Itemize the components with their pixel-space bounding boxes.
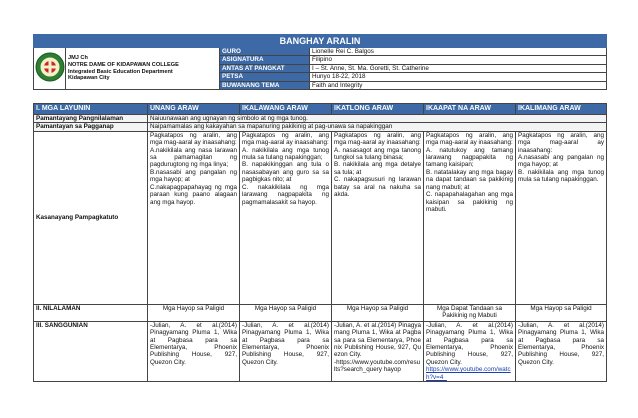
lesson-plan-page: [33, 34, 607, 382]
field-value-petsa: Hunyo 18-22, 2018: [310, 73, 607, 81]
nilalaman-day-5: Mga Hayop sa Paligid: [516, 304, 607, 321]
row-value-pangnilalaman: Naiuunawaan ang ugnayan ng simbolo at ng mga tunog.: [148, 115, 607, 123]
field-label-petsa: PETSA: [220, 73, 310, 81]
col-header-day-1: UNANG ARAW: [148, 104, 240, 115]
col-header-day-2: IKALAWANG ARAW: [240, 104, 332, 115]
school-line-3: Integrated Basic Education Department: [68, 68, 173, 75]
nilalaman-day-3: Mga Hayop sa Paligid: [332, 304, 424, 321]
nilalaman-day-2: Mga Hayop sa Paligid: [240, 304, 332, 321]
school-line-2: NOTRE DAME OF KIDAPAWAN COLLEGE: [68, 61, 179, 68]
field-label-guro: GURO: [220, 48, 310, 56]
row-label-sanggunian: III. SANGGUNIAN: [34, 321, 148, 381]
school-line-4: Kidapawan City: [68, 75, 110, 82]
col-header-day-3: IKATLONG ARAW: [332, 104, 424, 115]
sanggunian-day-4-cell: [424, 321, 516, 381]
field-value-asignatura: Filipino: [310, 56, 607, 64]
field-value-antas: I – St. Anne, St. Ma. Goretti, St. Catherine: [310, 64, 607, 72]
field-label-asignatura: ASIGNATURA: [220, 56, 310, 64]
col-header-day-5: IKALIMANG ARAW: [516, 104, 607, 115]
kasanayang-day-3: Pagkatapos ng aralin, ang mga mag-aaral ay inaasahang: A. nasasagot ang mga tanong tungkol sa tulang binasa; B. nakikilala ang mga detalye sa tula; at C. nakapagsusuri ng larawan batay sa aral na nakuha sa akda.: [332, 131, 424, 304]
nilalaman-day-1: Mga Hayop sa Paligid: [148, 304, 240, 321]
field-label-tema: BUWANANG TEMA: [220, 81, 310, 89]
sanggunian-day-3: -Julian, A. et al.(2014) Pinagyamang Pluma 1, Wika at Pagbasa para sa Elementarya, Phoenix Publishing House, 927, Quezon City. -https://www.youtube.com/results?search_query hayop: [332, 321, 424, 381]
field-value-tema: Faith and Integrity: [310, 81, 607, 89]
field-label-antas: ANTAS AT PANGKAT: [220, 64, 310, 72]
row-label-pagganap: Pamantayan sa Pagganap: [34, 123, 148, 131]
sanggunian-day-5: -Julian, A. et al.(2014) Pinagyamang Pluma 1, Wika at Pagbasa para sa Elementarya, Phoenix Publishing House, 927, Quezon City.: [516, 321, 607, 381]
lesson-table: [33, 103, 607, 382]
school-info: [66, 48, 220, 90]
col-header-day-4: IKAAPAT NA ARAW: [424, 104, 516, 115]
row-label-pangnilalaman: Pamantayang Pangnilalaman: [34, 115, 148, 123]
kasanayang-day-2: Pagkatapos ng aralin, ang mga mag-aaral ay inaasahang: A. nakikilala ang mga tunog mula sa tulang napakinggan; B. napakikinggan ang tula o nasasabayan ang guro sa sa pagbigkas nito; at C. nakakikilala ng mga larawang nagpapakita ng pagmamalasakit sa hayop.: [240, 131, 332, 304]
kasanayang-day-1: Pagkatapos ng aralin, ang mga mag-aaral ay inaasahang: A.nakikilala ang nasa larawan sa pamamagitan ng pagdurugtong ng mga linya; B.nasasabi ang pangalan ng mga hayop; at C.nakapagpapahayag ng mga paraan kung paano alagaan ang mga hayop.: [148, 131, 240, 304]
document-title: BANGHAY ARALIN: [34, 35, 607, 48]
nilalaman-day-4: Mga Dapat Tandaan sa Pakikinig ng Mabuti: [424, 304, 516, 321]
kasanayang-day-4: Pagkatapos ng aralin, ang mga mag-aaral ay inaasahang: A. natutukoy ang tamang larawang nagpapakita ng tamang kaisipan; B. natatalakay ang mga bagay na dapat tandaan sa pakikinig nang mabuti; at C. napapahalagahan ang mga kaisipan sa pakikinig ng mabuti.: [424, 131, 516, 304]
sanggunian-day-1: -Julian, A. et al.(2014) Pinagyamang Pluma 1, Wika at Pagbasa para sa Elementarya, Phoenix Publishing House, 927, Quezon City.: [148, 321, 240, 381]
sanggunian-day-2: -Julian, A. et al.(2014) Pinagyamang Pluma 1, Wika at Pagbasa para sa Elementarya, Phoenix Publishing House, 927, Quezon City.: [240, 321, 332, 381]
col-header-layunin: I. MGA LAYUNIN: [34, 104, 148, 115]
field-value-guro: Lionelle Rei C. Balgos: [310, 48, 607, 56]
youtube-link[interactable]: https://www.youtube.com/watch?v=4_: [426, 366, 511, 381]
row-label-nilalaman: II. NILALAMAN: [34, 304, 148, 321]
kasanayang-day-5: Pagkatapos ng aralin, ang mga mag-aaral ay inaasahang: A.nasasabi ang pangalan ng mga hayop; at B. nakikilala ang mga tunog mula sa tulang napakinggan.: [516, 131, 607, 304]
school-seal-icon: [35, 52, 65, 82]
sanggunian-day-4: -Julian, A. et al.(2014) Pinagyamang Pluma 1, Wika at Pagbasa para sa Elementarya, Phoenix Publishing House, 927, Quezon City.: [426, 321, 513, 366]
school-line-1: JMJ Ch: [68, 55, 88, 62]
row-label-kasanayang: Kasanayang Pampagkatuto: [34, 131, 148, 304]
header-table: [33, 34, 607, 90]
row-value-pagganap: Naipamamalas ang kakayahan sa mapanuring pakikinig at pag-unawa sa napakinggan: [148, 123, 607, 131]
school-logo-cell: [34, 48, 66, 90]
